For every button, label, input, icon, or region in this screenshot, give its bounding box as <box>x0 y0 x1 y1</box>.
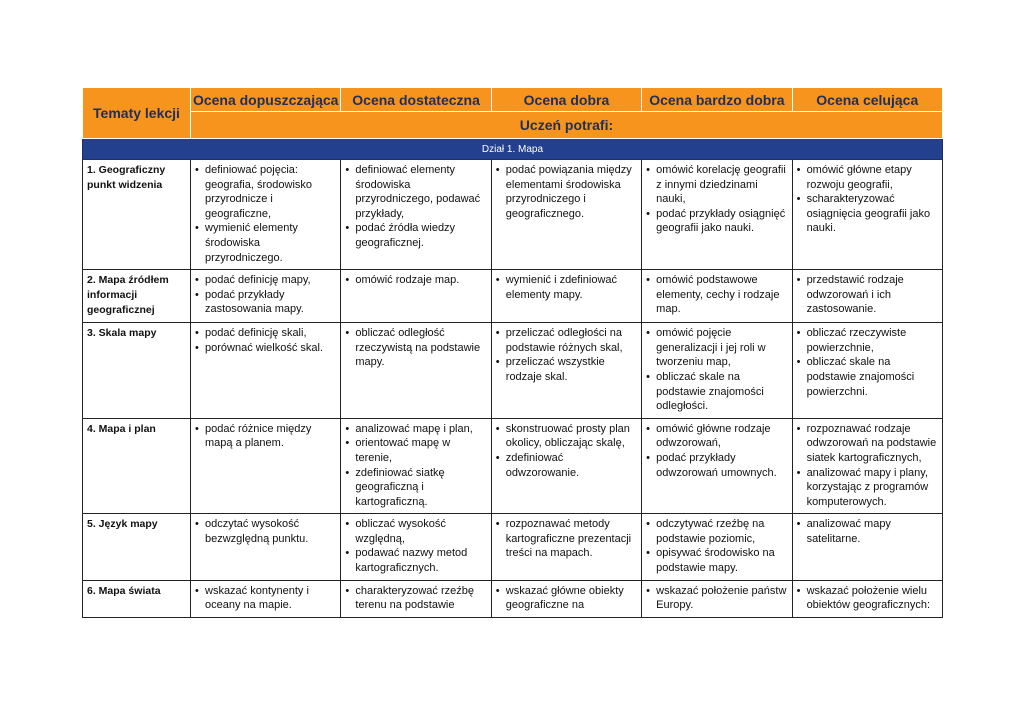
lesson-row <box>83 580 943 617</box>
criteria-cell-good <box>491 160 641 270</box>
criteria-list <box>646 517 788 575</box>
criteria-cell-sufficient <box>191 580 341 617</box>
lesson-title: 2. Mapa źródłem informacji geograficznej <box>83 270 191 323</box>
criteria-cell-good <box>491 323 641 419</box>
criteria-list <box>646 273 788 317</box>
criteria-item: • porównać wielkość skal. <box>195 341 337 356</box>
criteria-list <box>496 273 638 302</box>
criteria-item: • podać definicję mapy, <box>195 273 337 288</box>
criteria-list <box>496 326 638 384</box>
criteria-item: • podać definicję skali, <box>195 326 337 341</box>
criteria-cell-very-good <box>642 418 792 514</box>
lesson-row <box>83 418 943 514</box>
criteria-list <box>496 422 638 480</box>
criteria-item: • obliczać rzeczywiste powierzchnie, <box>797 326 939 355</box>
lesson-row <box>83 514 943 580</box>
criteria-item: • omówić rodzaje map. <box>345 273 487 288</box>
criteria-list <box>646 163 788 236</box>
grade-header-very-good: Ocena bardzo dobra <box>642 88 792 112</box>
lesson-title: 5. Język mapy <box>83 514 191 580</box>
criteria-item: • omówić główne rodzaje odwzorowań, <box>646 422 788 451</box>
criteria-item: • skonstruować prosty plan okolicy, obliczając skalę, <box>496 422 638 451</box>
criteria-item: • odczytać wysokość bezwzględną punktu. <box>195 517 337 546</box>
grading-criteria-table <box>82 87 943 618</box>
criteria-list <box>195 422 337 451</box>
criteria-item: • analizować mapy satelitarne. <box>797 517 939 546</box>
criteria-item: • definiować elementy środowiska przyrodniczego, podawać przykłady, <box>345 163 487 221</box>
criteria-item: • podać powiązania między elementami środowiska przyrodniczego i geograficznego. <box>496 163 638 221</box>
criteria-list <box>345 163 487 251</box>
criteria-list <box>345 422 487 510</box>
topics-header: Tematy lekcji <box>83 88 191 139</box>
criteria-item: • obliczać wysokość względną, <box>345 517 487 546</box>
criteria-item: • podawać nazwy metod kartograficznych. <box>345 546 487 575</box>
criteria-cell-excellent <box>792 160 942 270</box>
criteria-item: • omówić pojęcie generalizacji i jej roli w tworzeniu map, <box>646 326 788 370</box>
criteria-item: • wskazać główne obiekty geograficzne na <box>496 584 638 613</box>
criteria-cell-very-good <box>642 160 792 270</box>
criteria-cell-excellent <box>792 514 942 580</box>
criteria-list <box>797 273 939 317</box>
criteria-list <box>195 163 337 265</box>
criteria-item: • wskazać położenie wielu obiektów geograficznych: <box>797 584 939 613</box>
criteria-list <box>345 517 487 575</box>
criteria-list <box>496 584 638 613</box>
criteria-item: • definiować pojęcia: geografia, środowisko przyrodnicze i geograficzne, <box>195 163 337 221</box>
section-row <box>83 139 943 160</box>
criteria-list <box>797 584 939 613</box>
criteria-item: • podać przykłady zastosowania mapy. <box>195 288 337 317</box>
criteria-item: • omówić główne etapy rozwoju geografii, <box>797 163 939 192</box>
criteria-cell-good <box>491 270 641 323</box>
criteria-item: • obliczać skale na podstawie znajomości powierzchni. <box>797 355 939 399</box>
criteria-cell-satisfactory <box>341 514 491 580</box>
criteria-item: • podać przykłady osiągnięć geografii jako nauki. <box>646 207 788 236</box>
criteria-item: • podać przykłady odwzorowań umownych. <box>646 451 788 480</box>
criteria-item: • obliczać skale na podstawie znajomości odległości. <box>646 370 788 414</box>
criteria-item: • podać źródła wiedzy geograficznej. <box>345 221 487 250</box>
criteria-list <box>496 517 638 561</box>
criteria-cell-satisfactory <box>341 418 491 514</box>
criteria-cell-excellent <box>792 323 942 419</box>
criteria-cell-satisfactory <box>341 270 491 323</box>
criteria-item: • wymienić elementy środowiska przyrodniczego. <box>195 221 337 265</box>
criteria-item: • rozpoznawać metody kartograficzne prezentacji treści na mapach. <box>496 517 638 561</box>
criteria-item: • opisywać środowisko na podstawie mapy. <box>646 546 788 575</box>
criteria-item: • charakteryzować rzeźbę terenu na podstawie <box>345 584 487 613</box>
criteria-cell-good <box>491 580 641 617</box>
criteria-item: • przeliczać odległości na podstawie różnych skal, <box>496 326 638 355</box>
criteria-list <box>195 584 337 613</box>
criteria-cell-satisfactory <box>341 580 491 617</box>
criteria-item: • rozpoznawać rodzaje odwzorowań na podstawie siatek kartograficznych, <box>797 422 939 466</box>
criteria-list <box>797 517 939 546</box>
criteria-item: • scharakteryzować osiągnięcia geografii jako nauki. <box>797 192 939 236</box>
criteria-item: • omówić korelację geografii z innymi dziedzinami nauki, <box>646 163 788 207</box>
grade-header-excellent: Ocena celująca <box>792 88 942 112</box>
criteria-cell-sufficient <box>191 270 341 323</box>
lesson-title: 6. Mapa świata <box>83 580 191 617</box>
criteria-item: • wymienić i zdefiniować elementy mapy. <box>496 273 638 302</box>
criteria-cell-good <box>491 514 641 580</box>
criteria-item: • obliczać odległość rzeczywistą na podstawie mapy. <box>345 326 487 370</box>
lesson-row <box>83 323 943 419</box>
criteria-cell-very-good <box>642 580 792 617</box>
criteria-cell-excellent <box>792 418 942 514</box>
criteria-cell-excellent <box>792 580 942 617</box>
criteria-cell-sufficient <box>191 160 341 270</box>
criteria-item: • wskazać położenie państw Europy. <box>646 584 788 613</box>
criteria-cell-sufficient <box>191 323 341 419</box>
criteria-list <box>797 163 939 236</box>
lesson-title: 1. Geograficzny punkt widzenia <box>83 160 191 270</box>
criteria-list <box>345 584 487 613</box>
subheader-row <box>83 112 943 139</box>
student-can-header: Uczeń potrafi: <box>191 112 943 139</box>
criteria-item: • orientować mapę w terenie, <box>345 436 487 465</box>
criteria-item: • odczytywać rzeźbę na podstawie poziomic, <box>646 517 788 546</box>
grade-header-good: Ocena dobra <box>491 88 641 112</box>
criteria-item: • analizować mapę i plan, <box>345 422 487 437</box>
lesson-title: 3. Skala mapy <box>83 323 191 419</box>
criteria-list <box>797 422 939 510</box>
grade-header-sufficient: Ocena dopuszczająca <box>191 88 341 112</box>
criteria-list <box>345 273 487 288</box>
criteria-list <box>195 517 337 546</box>
criteria-list <box>646 326 788 414</box>
criteria-item: • zdefiniować siatkę geograficzną i kartograficzną. <box>345 466 487 510</box>
criteria-cell-excellent <box>792 270 942 323</box>
criteria-list <box>797 326 939 399</box>
criteria-list <box>345 326 487 370</box>
criteria-cell-very-good <box>642 270 792 323</box>
criteria-list <box>646 584 788 613</box>
criteria-item: • analizować mapy i plany, korzystając z programów komputerowych. <box>797 466 939 510</box>
criteria-item: • omówić podstawowe elementy, cechy i rodzaje map. <box>646 273 788 317</box>
criteria-list <box>646 422 788 480</box>
lesson-row <box>83 160 943 270</box>
section-title: Dział 1. Mapa <box>83 139 943 160</box>
criteria-list <box>496 163 638 221</box>
criteria-item: • podać różnice między mapą a planem. <box>195 422 337 451</box>
criteria-cell-satisfactory <box>341 160 491 270</box>
criteria-cell-satisfactory <box>341 323 491 419</box>
criteria-list <box>195 326 337 355</box>
criteria-cell-sufficient <box>191 514 341 580</box>
criteria-item: • przedstawić rodzaje odwzorowań i ich zastosowanie. <box>797 273 939 317</box>
lesson-title: 4. Mapa i plan <box>83 418 191 514</box>
criteria-cell-good <box>491 418 641 514</box>
criteria-list <box>195 273 337 317</box>
criteria-item: • zdefiniować odwzorowanie. <box>496 451 638 480</box>
criteria-item: • wskazać kontynenty i oceany na mapie. <box>195 584 337 613</box>
grade-header-satisfactory: Ocena dostateczna <box>341 88 491 112</box>
grades-header-row <box>83 88 943 112</box>
criteria-cell-sufficient <box>191 418 341 514</box>
lesson-row <box>83 270 943 323</box>
criteria-item: • przeliczać wszystkie rodzaje skal. <box>496 355 638 384</box>
criteria-cell-very-good <box>642 323 792 419</box>
criteria-cell-very-good <box>642 514 792 580</box>
grading-criteria-page <box>82 87 942 618</box>
